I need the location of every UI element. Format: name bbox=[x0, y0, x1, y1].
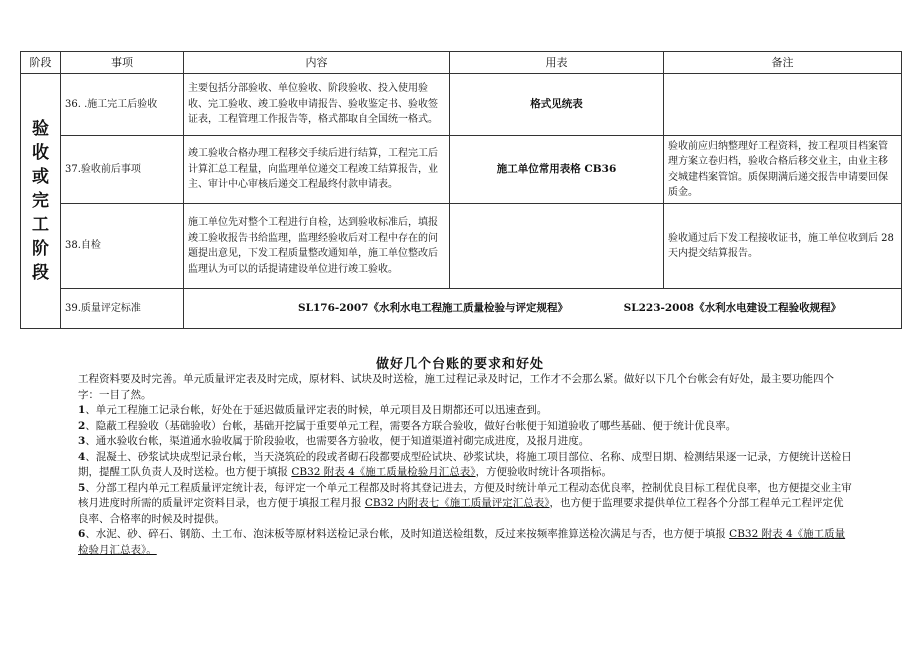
item-cell: 36. .施工完工后验收 bbox=[61, 74, 184, 136]
form-cell: 施工单位常用表格 CB36 bbox=[450, 136, 664, 204]
stage-char: 阶 bbox=[32, 239, 49, 259]
item-text: 、混凝土、砂浆试块成型记录台帐，当天浇筑砼的段或者砌石段都要成型砼试块、砂浆试块，将施工项目部位、名称、成型日期、检测结果逐一记录，方便统计送检日期，提醒工队负责人及时送检。也方便于填报 bbox=[78, 450, 852, 478]
form-cell: 格式见统表 bbox=[450, 74, 664, 136]
item-cell: 38.自检 bbox=[61, 204, 184, 289]
acceptance-stage-table bbox=[20, 51, 902, 329]
item-text: 、水泥、砂、碎石、钢筋、土工布、泡沫板等原材料送检记录台帐，及时知道送检组数，反过来按频率推算送检次满足与否，也方便于填报 bbox=[85, 528, 730, 540]
item-number: 1 bbox=[78, 404, 86, 416]
item-number: 2 bbox=[78, 419, 86, 432]
item-cell: 37.验收前后事项 bbox=[61, 136, 184, 204]
header-item: 事项 bbox=[61, 52, 184, 74]
stage-char: 段 bbox=[32, 263, 49, 283]
standard-sl223: SL223-2008《水利水电建设工程验收规程》 bbox=[623, 301, 842, 314]
header-stage: 阶段 bbox=[21, 52, 61, 74]
remark-cell: 验收通过后下发工程接收证书，施工单位收到后 28 天内提交结算报告。 bbox=[664, 204, 902, 289]
item-number: 6 bbox=[78, 528, 86, 540]
item-text: 、通水验收台帐，渠道通水验收属于阶段验收，也需要各方验收，便于知道渠道衬砌完成进度，及报月进度。 bbox=[85, 435, 590, 447]
section-body bbox=[78, 372, 853, 558]
list-item bbox=[78, 481, 853, 528]
list-item bbox=[78, 450, 853, 481]
item-number: 5 bbox=[78, 481, 86, 494]
header-form: 用表 bbox=[450, 52, 664, 74]
stage-char: 或 bbox=[32, 167, 49, 187]
stage-char: 收 bbox=[32, 143, 49, 163]
item-cell: 39.质量评定标准 bbox=[61, 289, 184, 329]
item-number: 4 bbox=[78, 450, 86, 463]
item-text: 、单元工程施工记录台帐，好处在于延迟做质量评定表的时候，单元项目及日期都还可以迅速查到。 bbox=[85, 404, 548, 416]
stage-char: 工 bbox=[32, 215, 49, 235]
content-cell: 施工单位先对整个工程进行自检，达到验收标准后，填报竣工验收报告书给监理，监理经验收后对工程中存在的问题提出意见，下发工程质量整改通知单，施工单位整改后监理认为可以的话提请建设单位进行竣工验收。 bbox=[184, 204, 450, 289]
list-item bbox=[78, 419, 853, 435]
table-header-row bbox=[21, 52, 902, 74]
table-row bbox=[21, 204, 902, 289]
header-remark: 备注 bbox=[664, 52, 902, 74]
item-text: ，也方便于监理要求提供单位工程各个分部工程单元工程评定优良率、合格率的时候及时提供。 bbox=[78, 497, 844, 525]
form-cell bbox=[450, 204, 664, 289]
list-item bbox=[78, 434, 853, 450]
table-row bbox=[21, 289, 902, 329]
form-reference-link: CB32 内附表七《施工质量评定汇总表》 bbox=[364, 497, 550, 509]
list-item bbox=[78, 403, 853, 419]
table-row bbox=[21, 74, 902, 136]
form-reference-link: CB32 附表 4《施工质量检验月汇总表》 bbox=[291, 466, 476, 478]
form-reference-link: CB32 附表 4《施工质量检验月汇总表》。 bbox=[78, 528, 846, 556]
item-text: 、分部工程内单元工程质量评定统计表，每评定一个单元工程都及时将其登记进去，方便及时统计单元工程动态优良率，控制优良目标工程优良率，也方便提交业主审核月进度时所需的质量评定资料目录，也方便于填报工程月报 bbox=[78, 481, 852, 509]
stage-char: 完 bbox=[32, 191, 49, 211]
header-content: 内容 bbox=[184, 52, 450, 74]
content-cell: 主要包括分部验收、单位验收、阶段验收、投入使用验收、完工验收、竣工验收申请报告、验收鉴定书、验收签证表，工程管理工作报告等，格式都取自全国统一格式。 bbox=[184, 74, 450, 136]
item-text: 、隐蔽工程验收（基础验收）台帐，基础开挖属于重要单元工程，需要各方联合验收，做好台帐便于知道验收了哪些基础、便于统计优良率。 bbox=[85, 419, 737, 432]
remark-cell bbox=[664, 74, 902, 136]
remark-cell: 验收前应归纳整理好工程资料，按工程项目档案管理方案立卷归档，验收合格后移交业主，由业主移交城建档案管馆。质保期满后递交报告申请要回保质金。 bbox=[664, 136, 902, 204]
table-row bbox=[21, 136, 902, 204]
standard-sl176: SL176-2007《水利水电工程施工质量检验与评定规程》 bbox=[298, 301, 568, 314]
stage-char: 验 bbox=[32, 119, 49, 139]
item-text: ，方便验收时统计各项指标。 bbox=[475, 466, 613, 478]
section-title: 做好几个台账的要求和好处 bbox=[375, 357, 544, 372]
list-item bbox=[78, 527, 853, 558]
intro-paragraph: 工程资料要及时完善。单元质量评定表及时完成，原材料、试块及时送检，施工过程记录及时记，工作才不会那么紧。做好以下几个台帐会有好处，最主要功能四个字：一目了然。 bbox=[78, 373, 834, 401]
content-cell: 竣工验收合格办理工程移交手续后进行结算，工程完工后计算汇总工程量，向监理单位递交工程竣工结算报告，业主、审计中心审核后递交工程最终付款申请表。 bbox=[184, 136, 450, 204]
item-number: 3 bbox=[78, 435, 86, 447]
stage-cell bbox=[21, 74, 61, 329]
standards-cell bbox=[184, 289, 902, 329]
